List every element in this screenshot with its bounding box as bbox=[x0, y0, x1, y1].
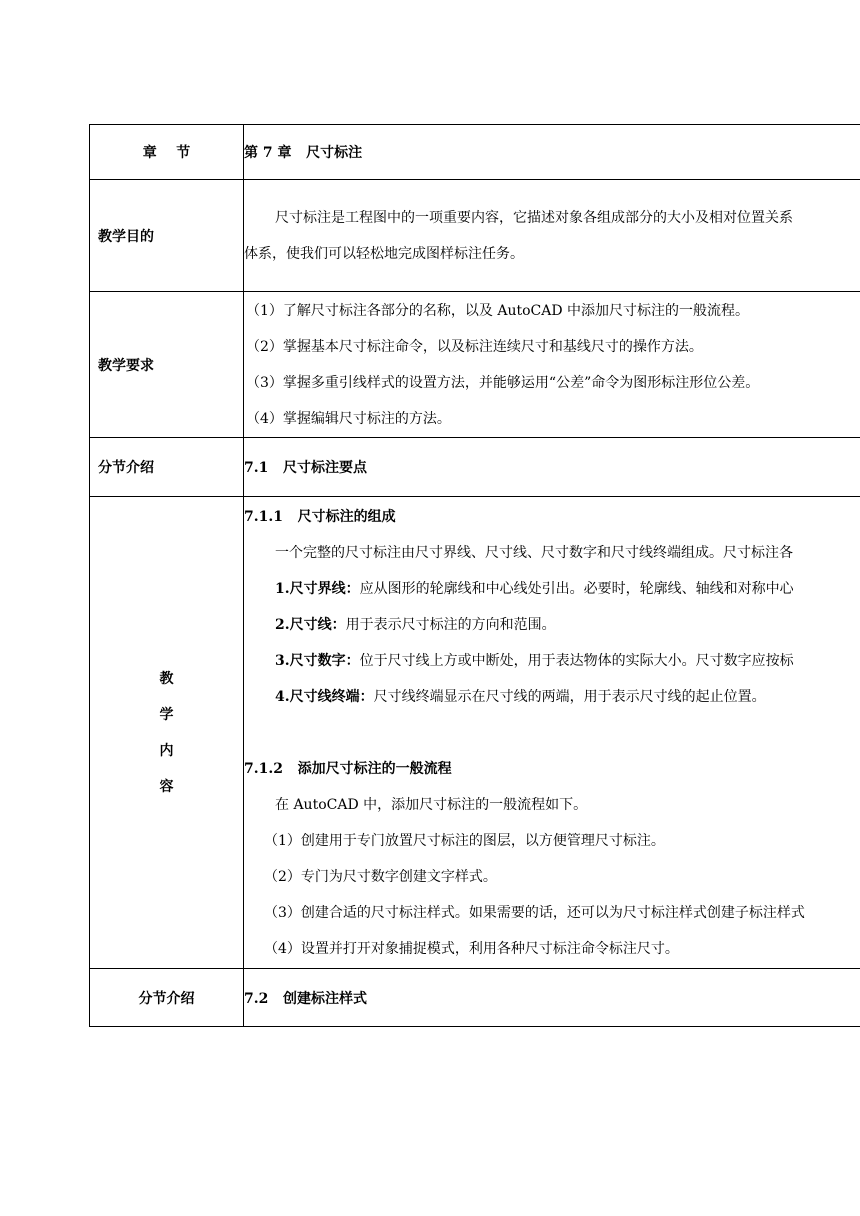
requirement-item-1: （1）了解尺寸标注各部分的名称，以及 AutoCAD 中添加尺寸标注的一般流程。 bbox=[246, 302, 750, 319]
term-2 bbox=[244, 607, 860, 643]
step-2: （2）专门为尺寸数字创建文字样式。 bbox=[264, 868, 497, 885]
subsection-2-intro: 在 AutoCAD 中，添加尺寸标注的一般流程如下。 bbox=[275, 796, 588, 813]
purpose-line-1: 尺寸标注是工程图中的一项重要内容，它描述对象各组成部分的大小及相对位置关系 bbox=[275, 209, 793, 226]
purpose-cell bbox=[244, 180, 860, 292]
requirements-label: 教学要求 bbox=[90, 292, 244, 438]
term-1-name: 1.尺寸界线： bbox=[275, 580, 360, 597]
spacer-line bbox=[244, 715, 860, 751]
term-4-desc: 尺寸线终端显示在尺寸线的两端，用于表示尺寸线的起止位置。 bbox=[373, 688, 766, 705]
lesson-plan-table bbox=[89, 124, 860, 1027]
term-4-name: 4.尺寸线终端： bbox=[275, 688, 374, 705]
chapter-value: 第 7 章 尺寸标注 bbox=[244, 125, 860, 180]
requirements-row bbox=[90, 292, 860, 438]
section-1-row bbox=[90, 438, 860, 497]
content-label-char-1: 教 bbox=[159, 670, 174, 687]
term-1 bbox=[244, 571, 860, 607]
step-1: （1）创建用于专门放置尺寸标注的图层，以方便管理尺寸标注。 bbox=[264, 832, 665, 849]
content-label-char-4: 容 bbox=[159, 778, 174, 795]
term-3-desc: 位于尺寸线上方或中断处，用于表达物体的实际大小。尺寸数字应按标 bbox=[359, 652, 794, 669]
section-2-value: 7.2 创建标注样式 bbox=[244, 969, 860, 1027]
section-2-label: 分节介绍 bbox=[90, 969, 244, 1027]
step-4: （4）设置并打开对象捕捉模式，利用各种尺寸标注命令标注尺寸。 bbox=[264, 940, 679, 957]
term-2-desc: 用于表示尺寸标注的方向和范围。 bbox=[345, 616, 556, 633]
term-1-desc: 应从图形的轮廓线和中心线处引出。必要时，轮廓线、轴线和对称中心 bbox=[359, 580, 794, 597]
content-row bbox=[90, 497, 860, 969]
subsection-1-title: 7.1.1 尺寸标注的组成 bbox=[244, 508, 396, 525]
term-4 bbox=[244, 679, 860, 715]
requirement-item-4: （4）掌握编辑尺寸标注的方法。 bbox=[246, 410, 451, 427]
purpose-label: 教学目的 bbox=[90, 180, 244, 292]
requirement-item-2: （2）掌握基本尺寸标注命令，以及标注连续尺寸和基线尺寸的操作方法。 bbox=[246, 338, 703, 355]
term-2-name: 2.尺寸线： bbox=[275, 616, 346, 633]
step-3: （3）创建合适的尺寸标注样式。如果需要的话，还可以为尺寸标注样式创建子标注样式 bbox=[264, 904, 805, 921]
content-label-char-3: 内 bbox=[159, 742, 174, 759]
section-2-row bbox=[90, 969, 860, 1027]
subsection-1-intro: 一个完整的尺寸标注由尺寸界线、尺寸线、尺寸数字和尺寸线终端组成。尺寸标注各 bbox=[275, 544, 793, 561]
content-label bbox=[90, 497, 244, 969]
term-3 bbox=[244, 643, 860, 679]
purpose-line-2: 体系，使我们可以轻松地完成图样标注任务。 bbox=[244, 245, 524, 262]
requirement-item-3: （3）掌握多重引线样式的设置方法，并能够运用“公差”命令为图形标注形位公差。 bbox=[246, 374, 760, 391]
subsection-2-title: 7.1.2 添加尺寸标注的一般流程 bbox=[244, 760, 452, 777]
purpose-row bbox=[90, 180, 860, 292]
chapter-label: 章 节 bbox=[90, 125, 244, 180]
content-cell bbox=[244, 497, 860, 969]
term-3-name: 3.尺寸数字： bbox=[275, 652, 360, 669]
content-label-char-2: 学 bbox=[159, 706, 174, 723]
chapter-row bbox=[90, 125, 860, 180]
section-1-value: 7.1 尺寸标注要点 bbox=[244, 438, 860, 497]
requirements-cell bbox=[244, 292, 860, 438]
section-1-label: 分节介绍 bbox=[90, 438, 244, 497]
